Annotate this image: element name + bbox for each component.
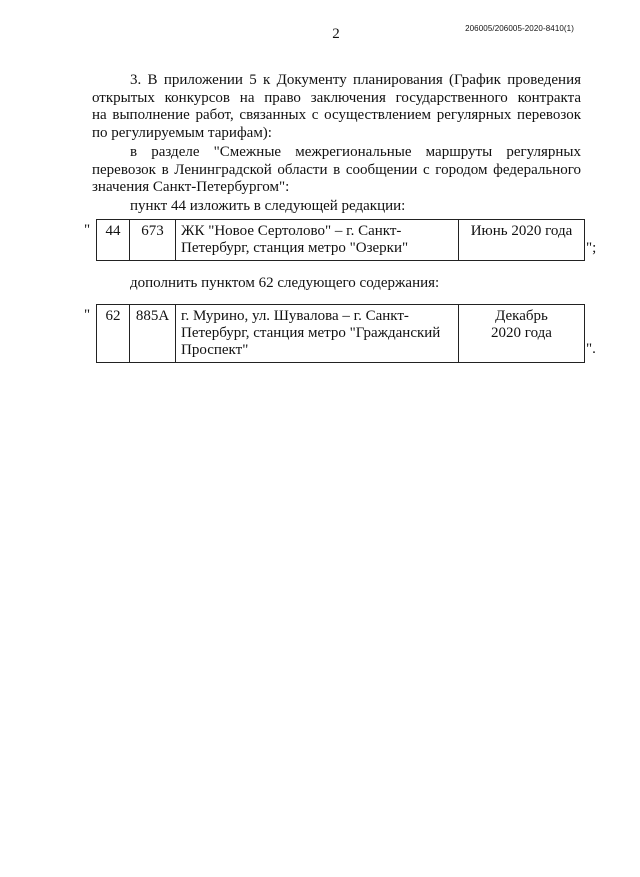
table-row [97,305,585,363]
route-number-cell: 885А [130,305,176,363]
route-table-44 [96,219,585,261]
desc-line: г. Мурино, ул. Шувалова – г. Санкт- [181,308,409,324]
text-line: значения Санкт-Петербургом": [92,179,290,195]
table1-close-quote: "; [586,240,597,256]
date-line: Декабрь [495,308,548,324]
table-row [97,220,585,261]
route-table-62 [96,304,585,363]
item-number-cell: 62 [97,305,130,363]
table2-open-quote: " [84,307,91,323]
text-line: в разделе "Смежные межрегиональные маршруты регулярных [130,144,581,160]
page-number: 2 [332,26,340,42]
paragraph-section [92,144,581,197]
paragraph-amendment-intro [92,72,581,142]
text-line: на выполнение работ, связанных с осуществлением регулярных перевозок [92,107,581,123]
text-line: открытых конкурсов на право заключения государственного контракта [92,89,581,106]
date-cell: Июнь 2020 года [459,220,585,261]
paragraph-item-44: пункт 44 изложить в следующей редакции: [130,198,406,214]
route-description-cell [176,220,459,261]
table1-open-quote: " [84,222,91,238]
item-number-cell: 44 [97,220,130,261]
table2-close-quote: ". [586,341,596,357]
date-line: 2020 года [491,325,552,341]
date-cell [459,305,585,363]
desc-line: ЖК "Новое Сертолово" – г. Санкт- [181,223,402,239]
document-code: 206005/206005-2020-8410(1) [465,24,574,33]
desc-line: Петербург, станция метро "Гражданский [181,325,441,341]
route-description-cell [176,305,459,363]
desc-line: Петербург, станция метро "Озерки" [181,240,409,256]
paragraph-item-62: дополнить пунктом 62 следующего содержания: [130,275,440,291]
text-line: перевозок в Ленинградской области в сообщении с городом федерального [92,161,581,178]
text-line: по регулируемым тарифам): [92,124,272,141]
desc-line: Проспект" [181,342,249,358]
text-line: 3. В приложении 5 к Документу планирования (График проведения [130,72,581,88]
route-number-cell: 673 [130,220,176,261]
